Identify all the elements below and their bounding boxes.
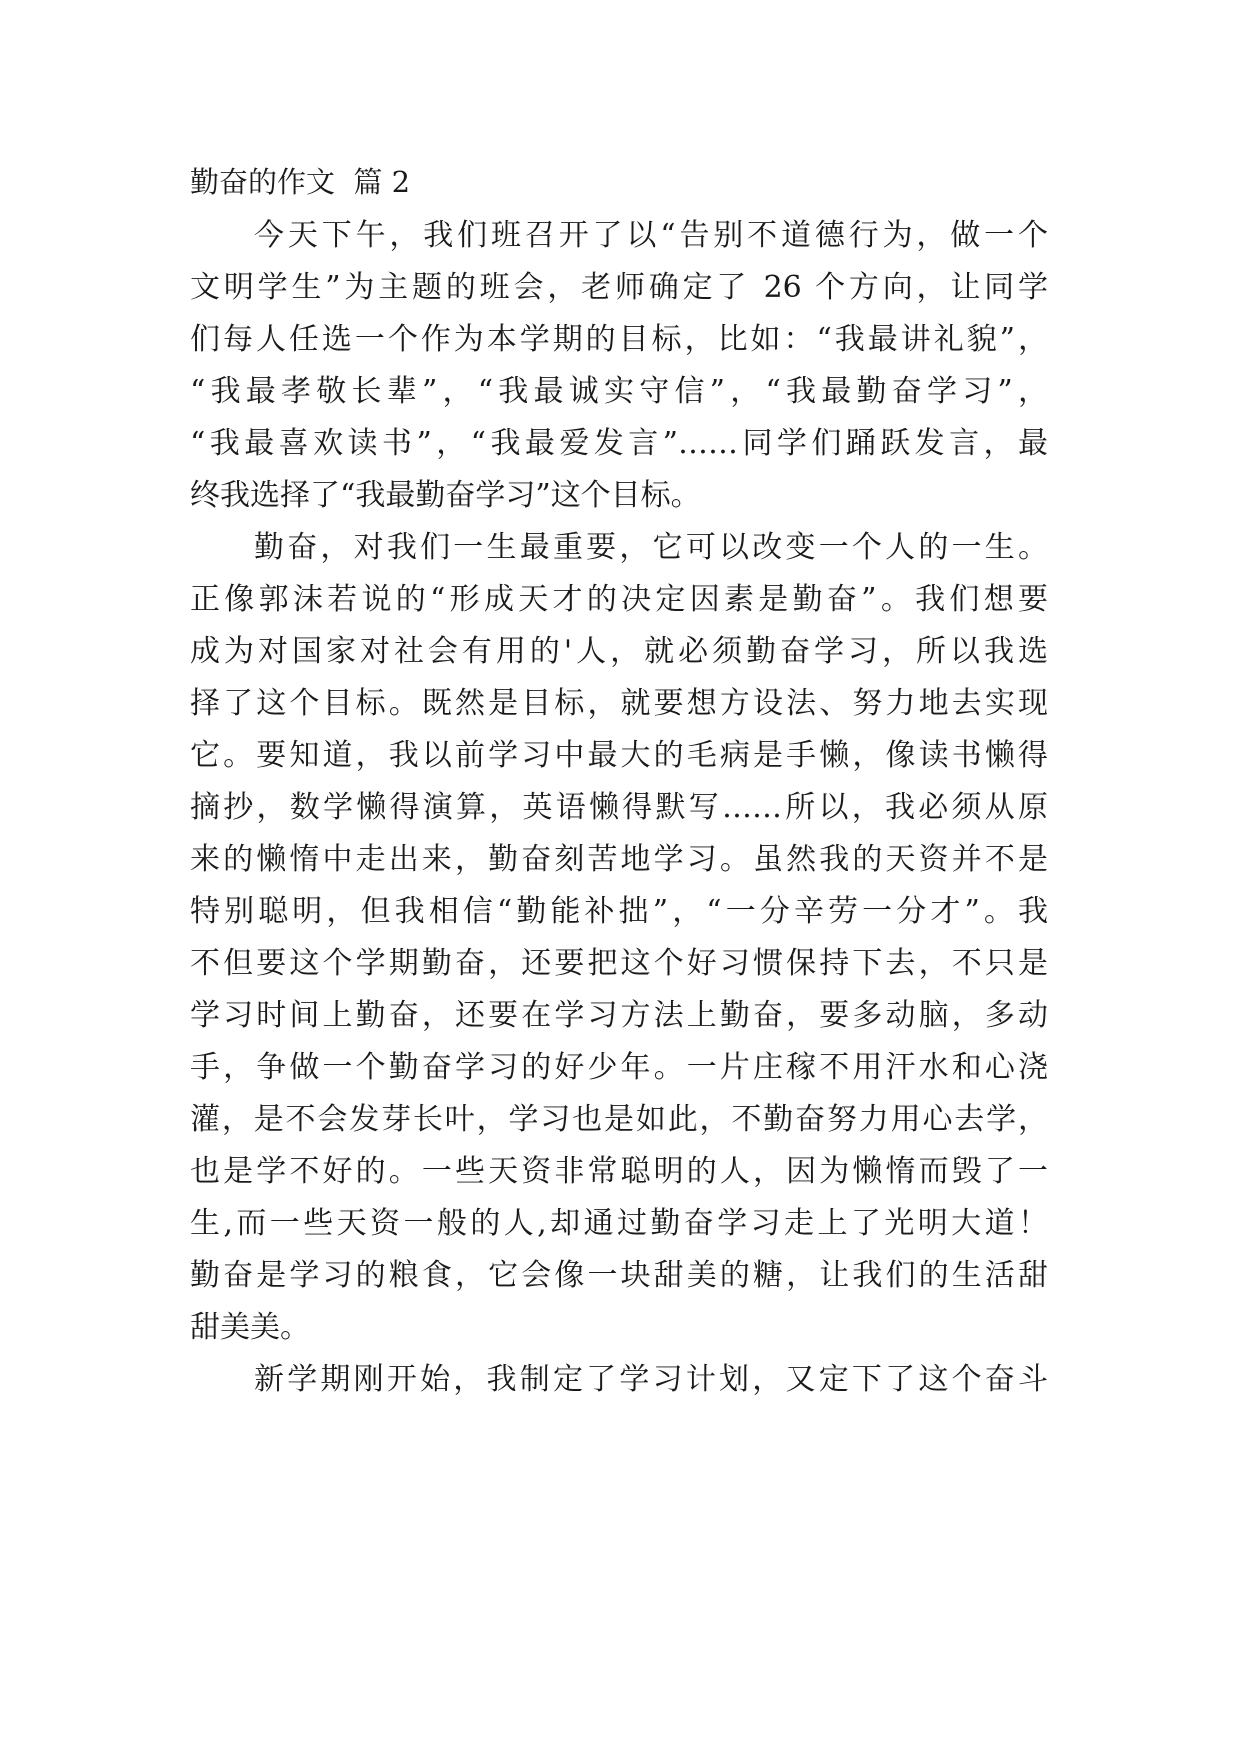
text-line: 特别聪明，但我相信“勤能补拙”，“一分辛劳一分才”。我 [190,894,1048,929]
document-page [190,0,1060,1754]
text-line: 终我选择了“我最勤奋学习”这个目标。 [190,478,701,513]
text-line: 正像郭沫若说的“形成天才的决定因素是勤奋”。我们想要 [190,582,1048,617]
text-line: 勤奋，对我们一生最重要，它可以改变一个人的一生。 [254,530,1048,565]
text-line: 新学期刚开始，我制定了学习计划，又定下了这个奋斗 [254,1362,1048,1397]
text-line: 手，争做一个勤奋学习的好少年。一片庄稼不用汗水和心浇 [190,1050,1048,1085]
text-line: 成为对国家对社会有用的'人，就必须勤奋学习，所以我选 [190,634,1048,669]
text-line: 不但要这个学期勤奋，还要把这个好习惯保持下去，不只是 [190,946,1048,981]
text-line: 文明学生”为主题的班会，老师确定了 26 个方向，让同学 [190,270,1048,305]
text-line: 也是学不好的。一些天资非常聪明的人，因为懒惰而毁了一 [190,1154,1048,1189]
text-line: 学习时间上勤奋，还要在学习方法上勤奋，要多动脑，多动 [190,998,1048,1033]
text-line: “我最喜欢读书”，“我最爱发言”……同学们踊跃发言，最 [190,426,1048,461]
text-line: 来的懒惰中走出来，勤奋刻苦地学习。虽然我的天资并不是 [190,842,1048,877]
text-line: 勤奋是学习的粮食，它会像一块甜美的糖，让我们的生活甜 [190,1258,1048,1293]
document-title: 勤奋的作文 篇 2 [190,165,411,199]
text-line: 今天下午，我们班召开了以“告别不道德行为，做一个 [254,218,1048,253]
text-line: 们每人任选一个作为本学期的目标，比如：“我最讲礼貌”， [190,322,1048,357]
text-line: 甜美美。 [190,1310,310,1345]
text-line: 摘抄，数学懒得演算，英语懒得默写……所以，我必须从原 [190,790,1048,825]
text-line: 它。要知道，我以前学习中最大的毛病是手懒，像读书懒得 [190,738,1048,773]
text-line: 择了这个目标。既然是目标，就要想方设法、努力地去实现 [190,686,1048,721]
text-line: 灌，是不会发芽长叶，学习也是如此，不勤奋努力用心去学， [190,1102,1048,1137]
text-line: “我最孝敬长辈”，“我最诚实守信”，“我最勤奋学习”， [190,374,1048,409]
text-line: 生,而一些天资一般的人,却通过勤奋学习走上了光明大道！ [190,1206,1048,1241]
